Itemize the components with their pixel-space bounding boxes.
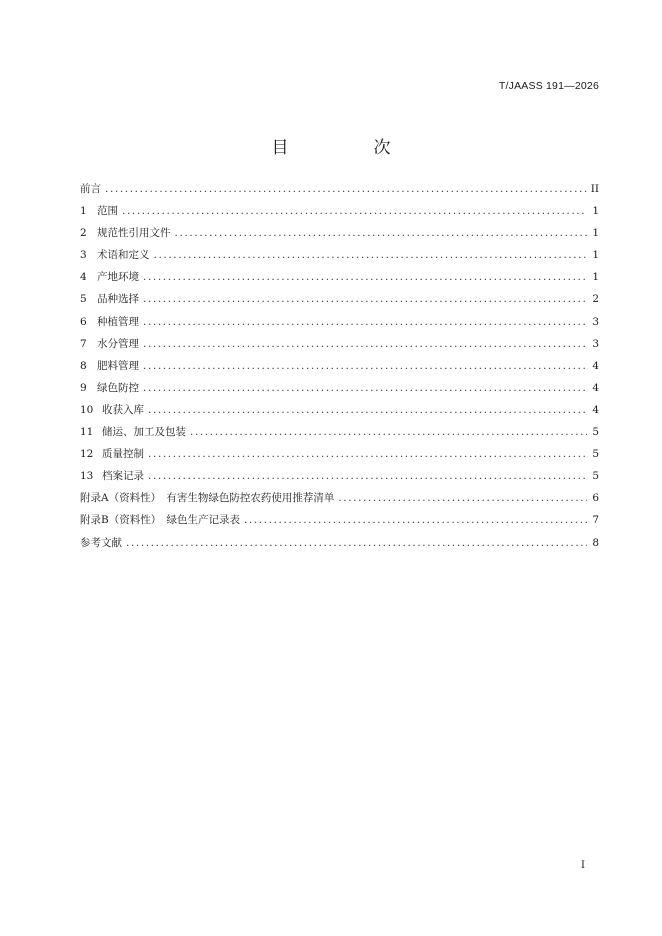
toc-leader-dots — [148, 470, 587, 482]
toc-leader-dots — [338, 492, 587, 504]
toc-item-page: 1 — [592, 205, 599, 218]
toc-leader-dots — [148, 448, 587, 460]
toc-item-page: 3 — [592, 315, 599, 328]
toc-item-page: 5 — [592, 426, 599, 439]
toc-item-terms[interactable] — [80, 247, 599, 269]
toc-item-planting[interactable] — [80, 314, 599, 336]
toc-item-normative-references[interactable] — [80, 225, 599, 247]
toc-leader-dots — [143, 293, 587, 305]
toc-item-quality[interactable] — [80, 446, 599, 468]
toc-item-page: 2 — [592, 293, 599, 306]
toc-item-number: 13 — [80, 470, 94, 483]
toc-item-page: 8 — [592, 536, 599, 549]
toc-item-label: 范围 — [97, 205, 118, 218]
toc-item-number: 12 — [80, 448, 94, 461]
toc-leader-dots — [143, 316, 587, 328]
toc-item-number: 1 — [80, 205, 87, 218]
toc-item-number: 11 — [80, 426, 94, 439]
toc-item-label: 储运、加工及包装 — [102, 426, 186, 439]
toc-item-page: 6 — [592, 492, 599, 505]
toc-leader-dots — [148, 404, 587, 416]
toc-item-number: 6 — [80, 315, 87, 328]
toc-item-page: 5 — [592, 448, 599, 461]
toc-item-page: 1 — [592, 271, 599, 284]
toc-item-label: 绿色防控 — [97, 381, 139, 394]
toc-item-environment[interactable] — [80, 269, 599, 291]
toc-item-label: 参考文献 — [80, 536, 122, 549]
toc-item-page: II — [590, 183, 599, 195]
toc-item-scope[interactable] — [80, 203, 599, 225]
toc-item-label: 附录A（资料性） 有害生物绿色防控农药使用推荐清单 — [80, 492, 335, 505]
toc-item-label: 规范性引用文件 — [97, 227, 171, 240]
toc-item-label: 档案记录 — [102, 470, 144, 483]
toc-item-label: 收获入库 — [102, 403, 144, 416]
toc-leader-dots — [126, 537, 587, 549]
toc-item-harvest[interactable] — [80, 402, 599, 424]
toc-leader-dots — [105, 183, 587, 195]
toc-leader-dots — [143, 338, 587, 350]
toc-item-label: 前言 — [80, 183, 101, 195]
toc-leader-dots — [244, 514, 587, 526]
toc-item-number: 7 — [80, 337, 87, 350]
toc-item-preface[interactable] — [80, 181, 599, 203]
toc-leader-dots — [175, 227, 588, 239]
toc-item-references[interactable] — [80, 535, 599, 557]
toc-leader-dots — [143, 360, 587, 372]
toc-item-number: 9 — [80, 381, 87, 394]
toc-item-number: 2 — [80, 227, 87, 240]
toc-item-records[interactable] — [80, 468, 599, 490]
toc-item-label: 种植管理 — [97, 315, 139, 328]
toc-item-page: 1 — [592, 227, 599, 240]
toc-item-label: 水分管理 — [97, 337, 139, 350]
toc-item-label: 产地环境 — [97, 271, 139, 284]
toc-item-pest-control[interactable] — [80, 380, 599, 402]
toc-item-fertilizer[interactable] — [80, 358, 599, 380]
toc-item-label: 品种选择 — [97, 293, 139, 306]
toc-item-variety[interactable] — [80, 291, 599, 313]
toc-item-number: 4 — [80, 271, 87, 284]
toc-item-storage[interactable] — [80, 424, 599, 446]
page-number: I — [581, 860, 585, 871]
toc-item-page: 4 — [592, 359, 599, 372]
toc-leader-dots — [190, 426, 587, 438]
toc-item-appendix-b[interactable] — [80, 512, 599, 534]
toc-item-page: 5 — [592, 470, 599, 483]
toc-leader-dots — [122, 205, 587, 217]
toc-item-label: 质量控制 — [102, 448, 144, 461]
toc-item-water[interactable] — [80, 336, 599, 358]
toc-leader-dots — [154, 249, 588, 261]
toc-item-number: 10 — [80, 403, 94, 416]
toc-item-number: 3 — [80, 249, 87, 262]
toc-item-page: 3 — [592, 337, 599, 350]
toc-item-label: 术语和定义 — [97, 249, 150, 262]
toc-item-number: 5 — [80, 293, 87, 306]
toc-item-page: 7 — [592, 514, 599, 527]
toc-item-number: 8 — [80, 359, 87, 372]
toc-item-label: 附录B（资料性） 绿色生产记录表 — [80, 514, 240, 527]
toc-item-page: 1 — [592, 249, 599, 262]
toc-item-page: 4 — [592, 381, 599, 394]
toc-leader-dots — [143, 271, 587, 283]
toc-item-page: 4 — [592, 403, 599, 416]
page-title: 目 次 — [271, 138, 425, 158]
table-of-contents — [80, 181, 599, 557]
document-code: T/JAASS 191—2026 — [498, 80, 599, 92]
toc-leader-dots — [143, 382, 587, 394]
toc-item-appendix-a[interactable] — [80, 490, 599, 512]
toc-item-label: 肥料管理 — [97, 359, 139, 372]
